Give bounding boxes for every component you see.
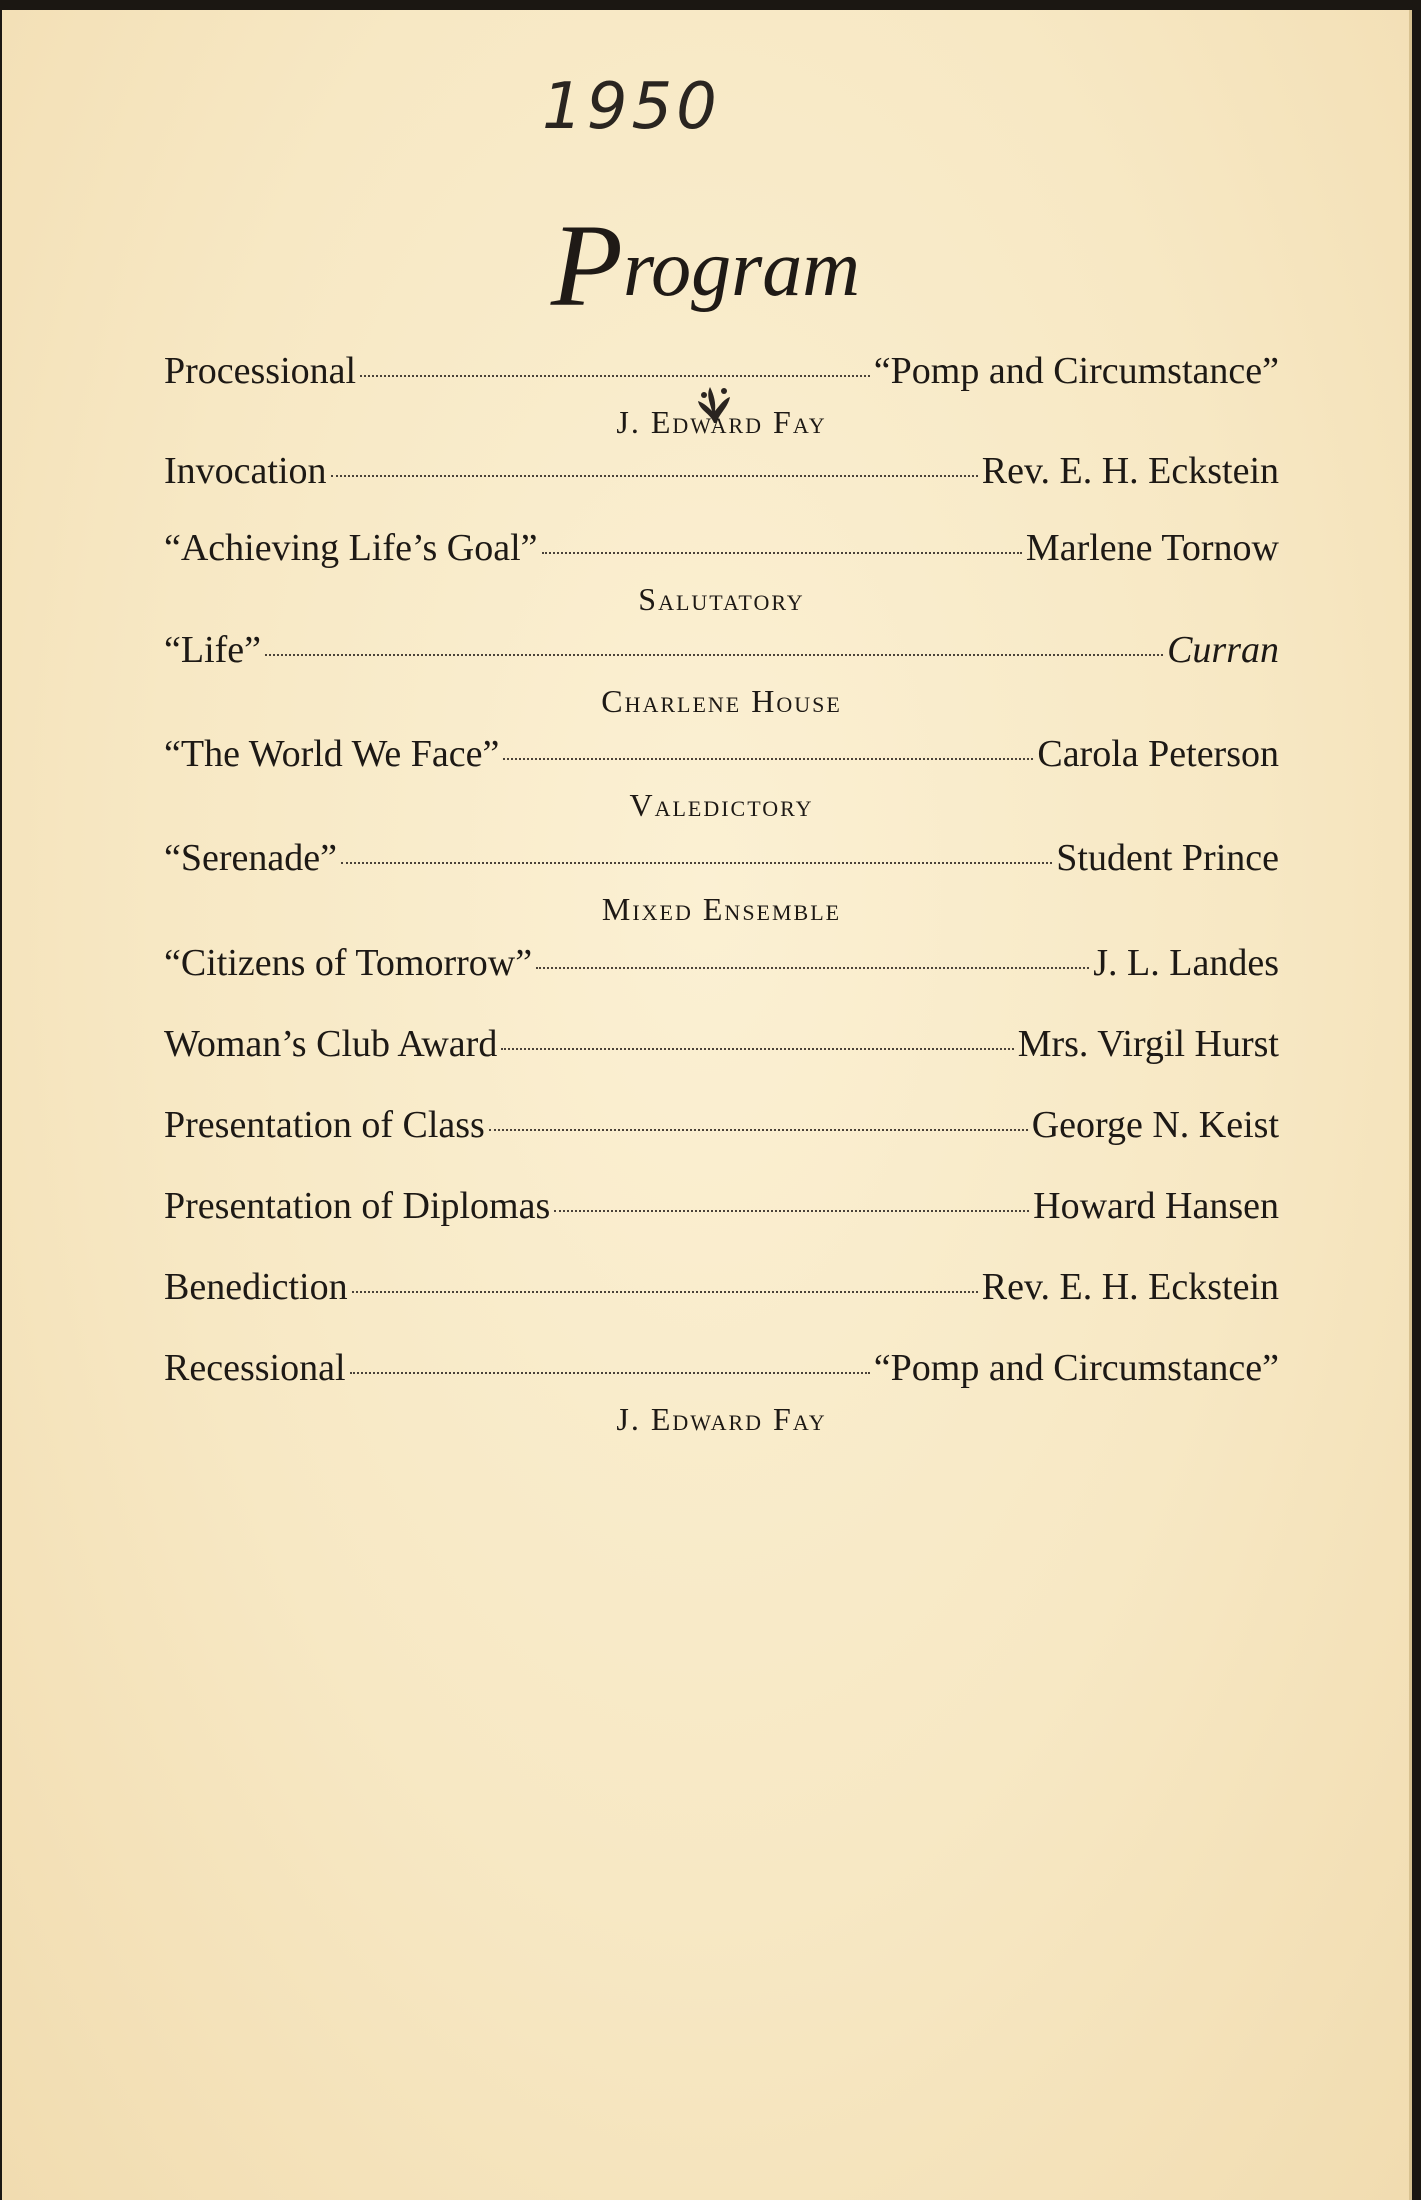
dot-leader bbox=[350, 1372, 870, 1374]
entry-title: Presentation of Class bbox=[164, 1104, 485, 1146]
program-entry bbox=[164, 1183, 1279, 1229]
program-entry bbox=[164, 731, 1279, 825]
entry-performer: Carola Peterson bbox=[1037, 733, 1279, 775]
dot-leader bbox=[503, 758, 1033, 760]
entry-performer: Student Prince bbox=[1056, 837, 1279, 879]
program-entry bbox=[164, 1102, 1279, 1148]
entry-subtitle: Salutatory bbox=[638, 581, 805, 617]
program-entry bbox=[164, 627, 1279, 721]
dot-leader bbox=[542, 552, 1022, 554]
program-page bbox=[2, 10, 1412, 2200]
entry-subtitle: Mixed Ensemble bbox=[601, 891, 842, 927]
program-entry bbox=[164, 448, 1279, 494]
entry-title: Woman’s Club Award bbox=[164, 1023, 498, 1065]
entry-title: Benediction bbox=[164, 1266, 348, 1308]
entry-performer: J. L. Landes bbox=[1093, 942, 1279, 984]
dot-leader bbox=[265, 654, 1163, 656]
entry-title: “The World We Face” bbox=[164, 733, 500, 775]
entry-subtitle: Charlene House bbox=[601, 683, 842, 719]
title-initial: P bbox=[550, 200, 623, 331]
entry-subtitle: Valedictory bbox=[629, 787, 814, 823]
entry-performer: Rev. E. H. Eckstein bbox=[981, 450, 1279, 492]
entry-performer: Howard Hansen bbox=[1033, 1185, 1279, 1227]
entry-title: “Achieving Life’s Goal” bbox=[164, 527, 538, 569]
entry-subtitle: J. Edward Fay bbox=[616, 404, 827, 440]
entry-title: Invocation bbox=[164, 450, 327, 492]
dot-leader bbox=[360, 375, 870, 377]
entry-performer: “Pomp and Circumstance” bbox=[873, 1347, 1279, 1389]
entry-title: “Citizens of Tomorrow” bbox=[164, 942, 533, 984]
entry-performer: George N. Keist bbox=[1031, 1104, 1279, 1146]
program-entry bbox=[164, 525, 1279, 619]
entry-subtitle: J. Edward Fay bbox=[616, 1401, 827, 1437]
dot-leader bbox=[489, 1129, 1028, 1131]
program-entry bbox=[164, 940, 1279, 986]
entry-performer: Rev. E. H. Eckstein bbox=[981, 1266, 1279, 1308]
entry-performer: Mrs. Virgil Hurst bbox=[1017, 1023, 1279, 1065]
entry-performer: “Pomp and Circumstance” bbox=[873, 350, 1279, 392]
dot-leader bbox=[554, 1210, 1029, 1212]
program-entry bbox=[164, 348, 1279, 442]
dot-leader bbox=[331, 475, 978, 477]
dot-leader bbox=[352, 1291, 978, 1293]
entry-title: Presentation of Diplomas bbox=[164, 1185, 551, 1227]
program-entry bbox=[164, 1264, 1279, 1310]
entry-performer: Curran bbox=[1167, 629, 1279, 671]
entry-title: Processional bbox=[164, 350, 357, 392]
dot-leader bbox=[536, 967, 1089, 969]
page-title bbox=[2, 188, 1409, 331]
program-entry bbox=[164, 1021, 1279, 1067]
entry-title: “Life” bbox=[164, 629, 262, 671]
program-entry bbox=[164, 835, 1279, 929]
entry-title: Recessional bbox=[164, 1347, 346, 1389]
entry-performer: Marlene Tornow bbox=[1025, 527, 1279, 569]
entry-title: “Serenade” bbox=[164, 837, 337, 879]
program-entry bbox=[164, 1345, 1279, 1439]
dot-leader bbox=[501, 1048, 1013, 1050]
title-rest: rogram bbox=[623, 225, 861, 313]
handwritten-year: 1950 bbox=[542, 70, 721, 144]
dot-leader bbox=[341, 862, 1052, 864]
